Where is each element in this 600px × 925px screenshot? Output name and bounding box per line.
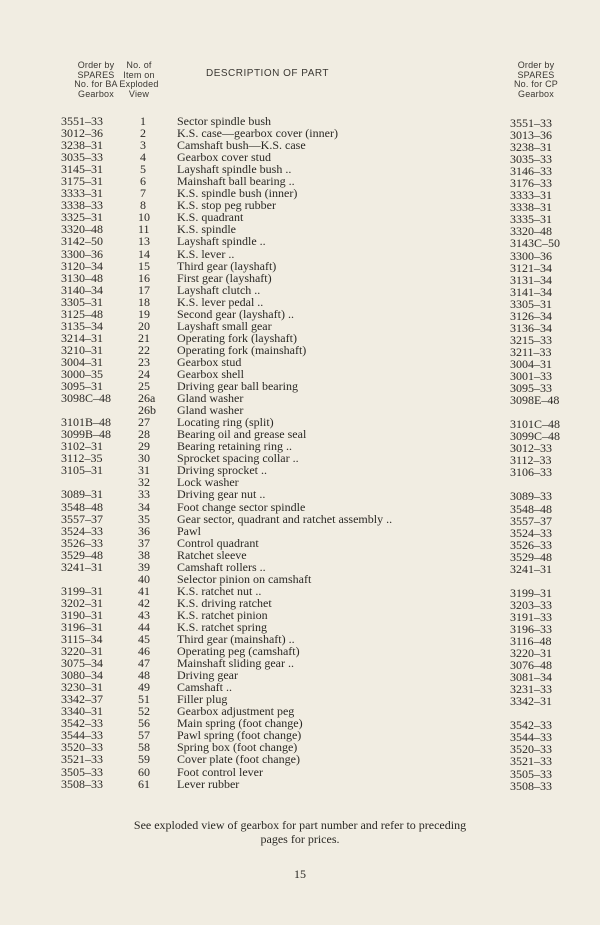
header-ba-line: Order by [77, 60, 115, 70]
cp-order-number: 3121–34 [510, 260, 552, 275]
item-number: 29 [138, 439, 150, 454]
header-item-number [115, 61, 163, 99]
part-description: K.S. lever .. [177, 246, 235, 261]
cp-order-number: 3141–34 [510, 284, 552, 299]
item-number: 60 [138, 764, 150, 779]
item-number: 56 [138, 716, 150, 731]
cp-order-number: 3081–34 [510, 670, 552, 685]
part-description: Gear sector, quadrant and ratchet assembly .. [177, 511, 393, 526]
item-number: 52 [138, 704, 150, 719]
table-row [0, 487, 600, 504]
item-number: 16 [138, 270, 150, 285]
item-number: 17 [138, 282, 150, 297]
cp-order-number: 3220–31 [510, 646, 552, 661]
part-description: K.S. driving ratchet [177, 595, 272, 610]
cp-order-number: 3089–33 [510, 489, 552, 504]
part-description: K.S. stop peg rubber [177, 198, 276, 213]
part-description: Locating ring (split) [177, 415, 274, 430]
table-row [0, 270, 600, 287]
part-description: Cover plate (foot change) [177, 752, 300, 767]
item-number: 8 [140, 198, 146, 213]
ba-order-number: 3557–37 [61, 511, 103, 526]
item-number: 14 [138, 246, 150, 261]
ba-order-number: 3524–33 [61, 523, 103, 538]
ba-order-number: 3101B–48 [61, 415, 112, 430]
ba-order-number: 3199–31 [61, 583, 103, 598]
part-description: K.S. ratchet nut .. [177, 583, 262, 598]
cp-order-number: 3520–33 [510, 742, 552, 757]
parts-table [0, 114, 600, 793]
ba-order-number: 3241–31 [61, 559, 103, 574]
ba-order-number: 3333–31 [61, 186, 103, 201]
item-number: 59 [138, 752, 150, 767]
cp-order-number: 3035–33 [510, 152, 552, 167]
cp-order-number: 3238–31 [510, 140, 552, 155]
cp-order-number: 3342–31 [510, 694, 552, 709]
item-number: 26b [138, 403, 156, 418]
ba-order-number: 3130–48 [61, 270, 103, 285]
header-item-line: Exploded [119, 79, 159, 89]
table-row [0, 306, 600, 323]
cp-order-number: 3526–33 [510, 537, 552, 552]
part-description: Driving gear [177, 668, 238, 683]
cp-order-number: 3557–37 [510, 513, 552, 528]
cp-order-number: 3231–33 [510, 682, 552, 697]
ba-order-number: 3544–33 [61, 728, 103, 743]
item-number: 10 [138, 210, 150, 225]
ba-order-number: 3210–31 [61, 342, 103, 357]
ba-order-number: 3035–33 [61, 150, 103, 165]
ba-order-number: 3080–34 [61, 668, 103, 683]
ba-order-number: 3095–31 [61, 379, 103, 394]
ba-order-number: 3099B–48 [61, 427, 112, 442]
ba-order-number: 3551–33 [61, 114, 103, 128]
item-number: 24 [138, 366, 150, 381]
ba-order-number: 3338–33 [61, 198, 103, 213]
item-number: 3 [140, 138, 146, 153]
ba-order-number: 3105–31 [61, 463, 103, 478]
cp-order-number: 3508–33 [510, 778, 552, 793]
item-number: 2 [140, 126, 146, 141]
ba-order-number: 3115–34 [61, 632, 103, 647]
header-cp-line: SPARES [517, 69, 555, 80]
ba-order-number: 3305–31 [61, 294, 103, 309]
item-number: 61 [138, 776, 150, 791]
ba-order-number: 3508–33 [61, 776, 103, 791]
footer-note-line: pages for prices. [260, 832, 340, 846]
table-row [0, 234, 600, 251]
item-number: 51 [138, 692, 150, 707]
cp-order-number: 3241–31 [510, 561, 552, 576]
item-number: 20 [138, 318, 150, 333]
ba-order-number: 3089–31 [61, 487, 103, 502]
part-description: Camshaft bush—K.S. case [177, 138, 306, 153]
table-row [0, 282, 600, 299]
item-number: 5 [140, 162, 146, 177]
ba-order-number: 3214–31 [61, 330, 103, 345]
part-description: Pawl spring (foot change) [177, 728, 302, 743]
table-row [0, 535, 600, 552]
part-description: K.S. spindle [177, 222, 237, 237]
ba-order-number: 3102–31 [61, 439, 103, 454]
ba-order-number: 3505–33 [61, 764, 103, 779]
item-number: 23 [138, 354, 150, 369]
header-description: DESCRIPTION OF PART [206, 68, 330, 79]
item-number: 36 [138, 523, 150, 538]
cp-order-number: 3548–48 [510, 501, 552, 516]
item-number: 34 [138, 499, 150, 514]
cp-order-number: 3112–33 [510, 453, 552, 468]
part-description: Driving gear ball bearing [177, 379, 298, 394]
item-number: 48 [138, 668, 150, 683]
part-description: Gearbox shell [177, 366, 244, 381]
item-number: 4 [140, 150, 146, 165]
part-description: K.S. quadrant [177, 210, 244, 225]
item-number: 40 [138, 571, 150, 586]
part-description: Control quadrant [177, 535, 259, 550]
item-number: 35 [138, 511, 150, 526]
item-number: 41 [138, 583, 150, 598]
item-number: 43 [138, 607, 150, 622]
cp-order-number: 3131–34 [510, 272, 552, 287]
ba-order-number: 3196–31 [61, 619, 103, 634]
part-description: Foot control lever [177, 764, 263, 779]
ba-order-number: 3340–31 [61, 704, 103, 719]
part-description: K.S. spindle bush (inner) [177, 186, 298, 201]
part-description: Operating fork (mainshaft) [177, 342, 307, 357]
part-description: Main spring (foot change) [177, 716, 303, 731]
cp-order-number: 3012–33 [510, 441, 552, 456]
part-description: Selector pinion on camshaft [177, 571, 312, 586]
item-number: 49 [138, 680, 150, 695]
ba-order-number: 3004–31 [61, 354, 103, 369]
table-row [0, 258, 600, 275]
ba-order-number: 3521–33 [61, 752, 103, 767]
table-row [0, 246, 600, 263]
part-description: Second gear (layshaft) .. [177, 306, 294, 321]
cp-order-number: 3106–33 [510, 465, 552, 480]
ba-order-number: 3342–37 [61, 692, 103, 707]
cp-order-number: 3196–33 [510, 621, 552, 636]
ba-order-number: 3098C–48 [61, 391, 112, 406]
cp-order-number: 3203–33 [510, 597, 552, 612]
part-description: Operating peg (camshaft) [177, 644, 300, 659]
cp-order-number: 3551–33 [510, 116, 552, 130]
part-description: Filler plug [177, 692, 228, 707]
ba-order-number: 3300–36 [61, 246, 103, 261]
item-number: 15 [138, 258, 150, 273]
ba-order-number: 3529–48 [61, 547, 103, 562]
ba-order-number: 3135–34 [61, 318, 103, 333]
part-description: Camshaft .. [177, 680, 232, 695]
page-number: 15 [294, 867, 306, 881]
ba-order-number: 3075–34 [61, 656, 103, 671]
cp-order-number: 3211–33 [510, 344, 552, 359]
part-description: Camshaft rollers .. [177, 559, 266, 574]
item-number: 57 [138, 728, 150, 743]
header-cp-line: Gearbox [518, 88, 554, 99]
part-description: Third gear (layshaft) [177, 258, 277, 273]
cp-order-number: 3333–31 [510, 188, 552, 203]
part-description: K.S. ratchet spring [177, 619, 267, 634]
part-description: First gear (layshaft) [177, 270, 272, 285]
item-number: 22 [138, 342, 150, 357]
part-description: Mainshaft sliding gear .. [177, 656, 294, 671]
ba-order-number: 3175–31 [61, 174, 103, 189]
item-number: 26a [138, 391, 156, 406]
item-number: 32 [138, 475, 150, 490]
ba-order-number: 3542–33 [61, 716, 103, 731]
cp-order-number: 3126–34 [510, 308, 552, 323]
ba-order-number: 3012–36 [61, 126, 103, 141]
cp-order-number: 3524–33 [510, 525, 552, 540]
item-number: 44 [138, 619, 150, 634]
ba-order-number: 3190–31 [61, 607, 103, 622]
table-row [0, 294, 600, 311]
part-description: Lock washer [177, 475, 239, 490]
ba-order-number: 3112–35 [61, 451, 103, 466]
ba-order-number: 3120–34 [61, 258, 103, 273]
part-description: Ratchet sleeve [177, 547, 247, 562]
header-item-line: Item on [123, 69, 155, 80]
footer-note-line: See exploded view of gearbox for part number and refer to preceding [133, 818, 467, 832]
item-number: 37 [138, 535, 150, 550]
table-row [0, 752, 600, 769]
ba-order-number: 3140–34 [61, 282, 103, 297]
item-number: 38 [138, 547, 150, 562]
ba-order-number: 3125–48 [61, 306, 103, 321]
item-number: 27 [138, 415, 150, 430]
cp-order-number: 3199–31 [510, 585, 552, 600]
cp-order-number: 3300–36 [510, 248, 552, 263]
cp-order-number: 3076–48 [510, 658, 552, 673]
table-row [0, 463, 600, 480]
item-number: 47 [138, 656, 150, 671]
table-row [0, 764, 600, 781]
cp-order-number: 3505–33 [510, 766, 552, 781]
item-number: 30 [138, 451, 150, 466]
item-number: 31 [138, 463, 150, 478]
footer-note [0, 818, 600, 846]
cp-order-number: 3338–31 [510, 200, 552, 215]
cp-order-number: 3099C–48 [510, 429, 561, 444]
header-item-line: View [128, 88, 150, 99]
ba-order-number: 3320–48 [61, 222, 103, 237]
part-description: Sprocket spacing collar .. [177, 451, 299, 466]
cp-order-number: 3529–48 [510, 549, 552, 564]
part-description: K.S. case—gearbox cover (inner) [177, 126, 338, 141]
cp-order-number: 3143C–50 [510, 236, 561, 251]
ba-order-number: 3000–35 [61, 366, 103, 381]
item-number: 42 [138, 595, 150, 610]
table-row [0, 391, 600, 408]
item-number: 21 [138, 330, 150, 345]
part-description: Spring box (foot change) [177, 740, 298, 755]
header-item-line: No. of [126, 60, 152, 70]
cp-order-number: 3101C–48 [510, 417, 561, 432]
item-number: 1 [140, 114, 146, 128]
header-ba-line: SPARES [77, 69, 115, 80]
ba-order-number: 3230–31 [61, 680, 103, 695]
header-ba-line: No. for BA [74, 79, 118, 89]
ba-order-number: 3220–31 [61, 644, 103, 659]
item-number: 39 [138, 559, 150, 574]
part-description: Bearing oil and grease seal [177, 427, 307, 442]
part-description: Lever rubber [177, 776, 240, 791]
table-row [0, 511, 600, 528]
part-description: Mainshaft ball bearing .. [177, 174, 295, 189]
item-number: 45 [138, 632, 150, 647]
table-row [0, 523, 600, 540]
header-ba-line: Gearbox [78, 88, 114, 99]
part-description: Gearbox adjustment peg [177, 704, 295, 719]
cp-order-number: 3335–31 [510, 212, 552, 227]
cp-order-number: 3544–33 [510, 730, 552, 745]
part-description: Bearing retaining ring .. [177, 439, 292, 454]
table-row [0, 499, 600, 516]
part-description: K.S. ratchet pinion [177, 607, 268, 622]
ba-order-number: 3548–48 [61, 499, 103, 514]
item-number: 18 [138, 294, 150, 309]
header-cp-line: Order by [517, 60, 555, 70]
part-description: Foot change sector spindle [177, 499, 306, 514]
item-number: 19 [138, 306, 150, 321]
header-cp-line: No. for CP [513, 79, 558, 89]
item-number: 28 [138, 427, 150, 442]
table-row [0, 776, 600, 793]
part-description: Layshaft spindle .. [177, 234, 266, 249]
item-number: 58 [138, 740, 150, 755]
cp-order-number: 3320–48 [510, 224, 552, 239]
cp-order-number: 3521–33 [510, 754, 552, 769]
header-cp-order [505, 61, 567, 99]
item-number: 7 [140, 186, 146, 201]
cp-order-number: 3116–48 [510, 634, 552, 649]
part-description: Driving gear nut .. [177, 487, 266, 502]
part-description: Layshaft small gear [177, 318, 272, 333]
part-description: Gearbox cover stud [177, 150, 271, 165]
part-description: Gland washer [177, 403, 244, 418]
part-description: Operating fork (layshaft) [177, 330, 297, 345]
item-number: 11 [138, 222, 150, 237]
item-number: 13 [138, 234, 150, 249]
table-row [0, 547, 600, 564]
ba-order-number: 3238–31 [61, 138, 103, 153]
part-description: Driving sprocket .. [177, 463, 267, 478]
item-number: 46 [138, 644, 150, 659]
cp-order-number: 3095–33 [510, 381, 552, 396]
item-number: 25 [138, 379, 150, 394]
cp-order-number: 3191–33 [510, 609, 552, 624]
cp-order-number: 3146–33 [510, 164, 552, 179]
part-description: K.S. lever pedal .. [177, 294, 264, 309]
ba-order-number: 3325–31 [61, 210, 103, 225]
cp-order-number: 3215–33 [510, 332, 552, 347]
cp-order-number: 3542–33 [510, 718, 552, 733]
item-number: 33 [138, 487, 150, 502]
ba-order-number: 3145–31 [61, 162, 103, 177]
table-row [0, 559, 600, 576]
ba-order-number: 3520–33 [61, 740, 103, 755]
cp-order-number: 3013–36 [510, 128, 552, 143]
part-description: Layshaft clutch .. [177, 282, 261, 297]
part-description: Pawl [177, 523, 201, 538]
part-description: Gearbox stud [177, 354, 242, 369]
cp-order-number: 3305–31 [510, 296, 552, 311]
part-description: Sector spindle bush [177, 114, 271, 128]
part-description: Gland washer [177, 391, 244, 406]
cp-order-number: 3136–34 [510, 320, 552, 335]
item-number: 6 [140, 174, 146, 189]
ba-order-number: 3202–31 [61, 595, 103, 610]
part-description: Third gear (mainshaft) .. [177, 632, 295, 647]
ba-order-number: 3526–33 [61, 535, 103, 550]
cp-order-number: 3176–33 [510, 176, 552, 191]
cp-order-number: 3098E–48 [510, 393, 560, 408]
part-description: Layshaft spindle bush .. [177, 162, 292, 177]
cp-order-number: 3004–31 [510, 356, 552, 371]
cp-order-number: 3001–33 [510, 368, 552, 383]
ba-order-number: 3142–50 [61, 234, 103, 249]
